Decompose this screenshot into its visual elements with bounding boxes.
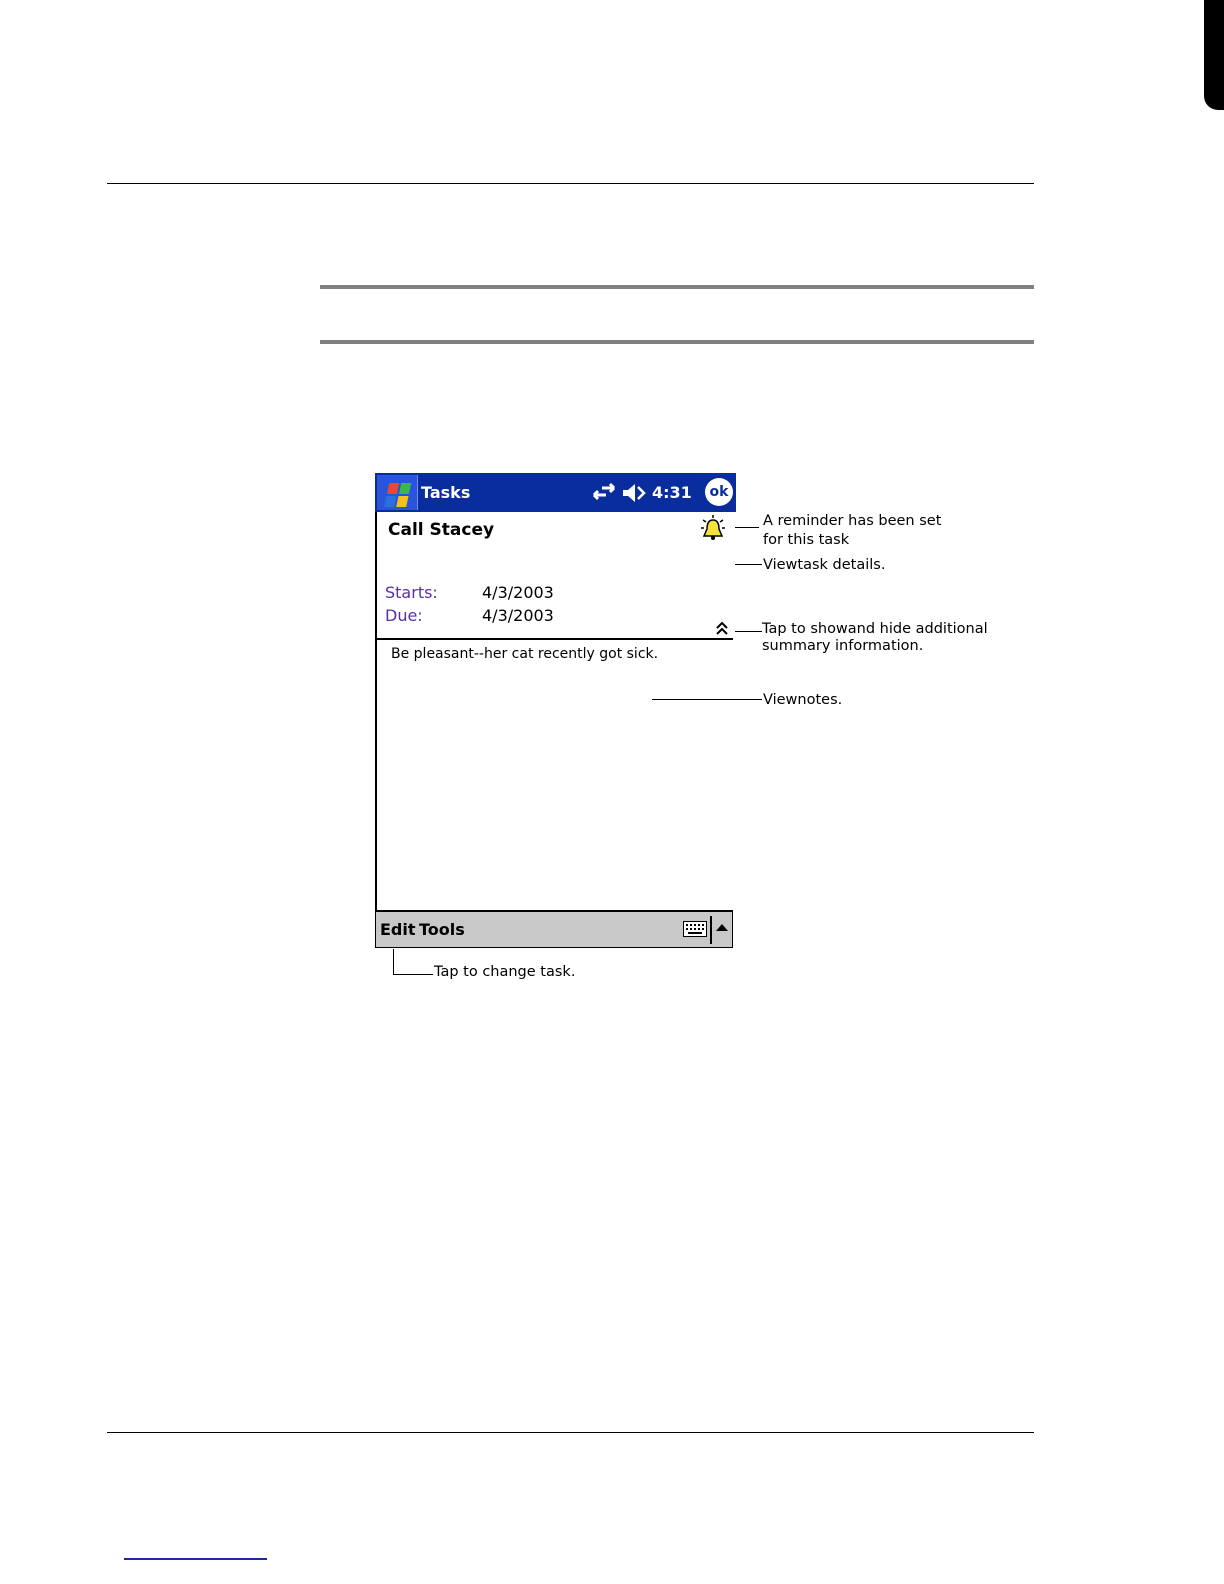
due-value[interactable]: 4/3/2003 xyxy=(482,606,554,625)
notes-callout-line xyxy=(652,699,762,700)
start-button[interactable] xyxy=(377,475,418,510)
starts-label: Starts: xyxy=(385,583,438,602)
expand-collapse-icon[interactable] xyxy=(715,620,729,636)
connectivity-icon[interactable] xyxy=(592,482,616,502)
windows-start-icon xyxy=(377,475,417,510)
toggle-callout-line1: Tap to showand hide additional xyxy=(762,621,988,637)
tools-menu[interactable]: Tools xyxy=(419,920,465,939)
notes-callout: Viewnotes. xyxy=(763,692,843,708)
ok-label: ok xyxy=(709,484,729,500)
ok-button[interactable] xyxy=(705,478,733,506)
due-label: Due: xyxy=(385,606,423,625)
change-task-callout-hline xyxy=(393,974,433,975)
toggle-callout-line2: summary information. xyxy=(762,638,924,654)
details-callout-line xyxy=(735,564,762,565)
menu-bar xyxy=(375,910,733,948)
task-title: Call Stacey xyxy=(388,520,495,540)
title-bar xyxy=(375,473,736,512)
toggle-callout-line xyxy=(735,631,762,632)
reminder-callout-line xyxy=(735,527,759,528)
change-task-callout-vline xyxy=(393,949,394,974)
app-title: Tasks xyxy=(421,483,471,502)
reminder-callout-line2: for this task xyxy=(763,532,850,548)
sip-arrow-icon[interactable] xyxy=(716,924,728,931)
footer-link-underline[interactable] xyxy=(124,1558,267,1560)
speaker-icon[interactable] xyxy=(621,482,647,504)
starts-value[interactable]: 4/3/2003 xyxy=(482,583,554,602)
pda-screen xyxy=(375,473,736,949)
note-rule-bottom xyxy=(320,340,1034,344)
sip-divider xyxy=(710,916,712,944)
task-content-area xyxy=(375,512,736,910)
reminder-callout-line1: A reminder has been set xyxy=(763,513,942,529)
details-callout: Viewtask details. xyxy=(763,557,886,573)
summary-separator xyxy=(377,638,733,640)
task-notes[interactable]: Be pleasant--her cat recently got sick. xyxy=(391,646,659,662)
note-rule-top xyxy=(320,285,1034,289)
keyboard-icon[interactable] xyxy=(683,921,707,937)
clock-time[interactable]: 4:31 xyxy=(652,483,692,502)
chapter-tab xyxy=(1204,0,1224,110)
edit-menu[interactable]: Edit xyxy=(380,920,416,939)
reminder-bell-icon xyxy=(700,514,726,542)
change-task-callout: Tap to change task. xyxy=(434,964,576,980)
header-rule xyxy=(107,183,1034,184)
footer-rule xyxy=(107,1432,1034,1433)
